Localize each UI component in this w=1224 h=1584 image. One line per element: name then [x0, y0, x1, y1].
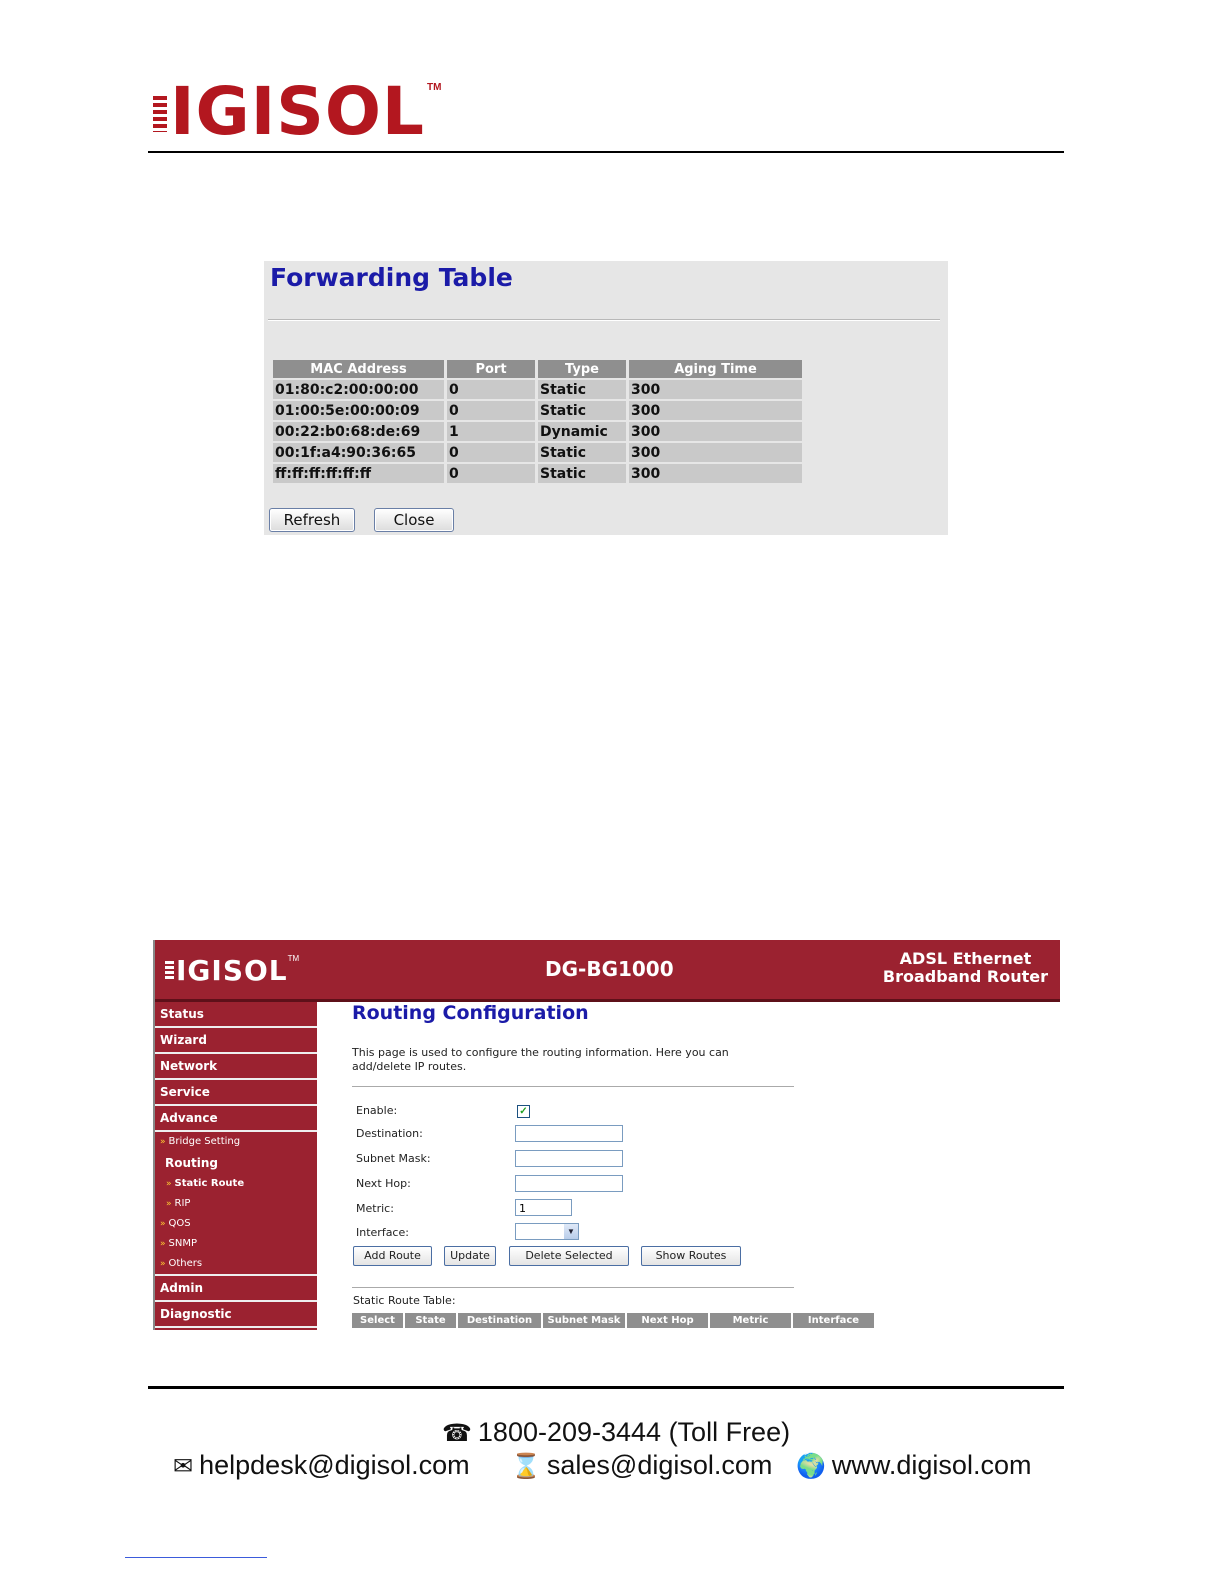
mac-cell: 00:22:b0:68:de:69 [273, 422, 444, 441]
sidebar-item-advance[interactable]: Advance [155, 1106, 317, 1132]
aging-cell: 300 [629, 401, 802, 420]
table-row [273, 380, 802, 399]
router-header-bar [155, 940, 1060, 1002]
show-routes-button[interactable]: Show Routes [641, 1246, 741, 1266]
column-header-state: State [405, 1313, 456, 1328]
interface-label: Interface: [356, 1226, 409, 1239]
globe-icon: 🌍 [796, 1453, 826, 1480]
port-cell: 0 [447, 464, 535, 483]
type-cell: Static [538, 401, 626, 420]
phone-icon: ☎ [442, 1420, 472, 1447]
digisol-logo [153, 73, 442, 150]
sidebar-item-wizard[interactable]: Wizard [155, 1028, 317, 1054]
chevron-down-icon[interactable]: ▼ [564, 1224, 578, 1239]
refresh-button[interactable]: Refresh [269, 508, 355, 532]
sidebar-item-diagnostic[interactable]: Diagnostic [155, 1302, 317, 1328]
forwarding-table [270, 358, 805, 485]
mail-icon: ✉ [173, 1453, 194, 1480]
sidebar-item-routing[interactable]: Routing [165, 1156, 219, 1170]
port-cell: 0 [447, 443, 535, 462]
model-name: DG-BG1000 [545, 957, 674, 981]
port-cell: 0 [447, 380, 535, 399]
sidebar-item-snmp[interactable]: » SNMP [160, 1238, 198, 1249]
type-cell: Static [538, 443, 626, 462]
helpdesk-contact [173, 1450, 470, 1481]
website-link[interactable]: www.digisol.com [831, 1450, 1032, 1480]
table-row [273, 464, 802, 483]
forwarding-table-title: Forwarding Table [270, 263, 513, 292]
mac-cell: 01:00:5e:00:00:09 [273, 401, 444, 420]
type-cell: Static [538, 464, 626, 483]
next-hop-input[interactable] [515, 1175, 623, 1192]
column-header-aging: Aging Time [629, 360, 802, 378]
type-cell: Dynamic [538, 422, 626, 441]
page-title: Routing Configuration [352, 1002, 589, 1024]
sidebar-item-qos[interactable]: » QOS [160, 1218, 191, 1229]
sidebar-item-status[interactable]: Status [155, 1002, 317, 1028]
website-contact [796, 1450, 1031, 1481]
logo-tm: TM [426, 82, 442, 93]
port-cell: 1 [447, 422, 535, 441]
subnet-mask-label: Subnet Mask: [356, 1152, 431, 1165]
mac-cell: 00:1f:a4:90:36:65 [273, 443, 444, 462]
close-button[interactable]: Close [374, 508, 454, 532]
chevron-right-icon: » [160, 1239, 166, 1249]
phone-contact [442, 1417, 790, 1448]
destination-label: Destination: [356, 1127, 423, 1140]
column-header-interface: Interface [793, 1313, 874, 1328]
aging-cell: 300 [629, 443, 802, 462]
next-hop-label: Next Hop: [356, 1177, 411, 1190]
table-row [273, 443, 802, 462]
sidebar-item-rip[interactable]: » RIP [166, 1198, 191, 1209]
static-route-table-header [352, 1313, 874, 1328]
sidebar [155, 1002, 317, 1330]
hourglass-icon: ⌛ [511, 1453, 541, 1480]
subnet-mask-input[interactable] [515, 1150, 623, 1167]
footer-divider [148, 1386, 1064, 1389]
aging-cell: 300 [629, 422, 802, 441]
sidebar-item-static-route[interactable]: » Static Route [166, 1178, 245, 1189]
port-cell: 0 [447, 401, 535, 420]
update-button[interactable]: Update [444, 1246, 496, 1266]
phone-number: 1800-209-3444 (Toll Free) [477, 1417, 791, 1447]
helpdesk-email[interactable]: helpdesk@digisol.com [199, 1450, 470, 1480]
chevron-right-icon: » [160, 1137, 166, 1147]
column-header-subnet-mask: Subnet Mask [543, 1313, 625, 1328]
product-line-1: ADSL Ethernet [899, 949, 1032, 968]
form-divider-top [352, 1086, 794, 1087]
column-header-select: Select [352, 1313, 403, 1328]
column-header-metric: Metric [710, 1313, 791, 1328]
forwarding-table-divider [268, 319, 940, 321]
delete-selected-button[interactable]: Delete Selected [509, 1246, 629, 1266]
router-logo-stripes [165, 961, 174, 981]
column-header-next-hop: Next Hop [627, 1313, 708, 1328]
column-header-mac: MAC Address [273, 360, 444, 378]
table-row [273, 422, 802, 441]
aging-cell: 300 [629, 464, 802, 483]
logo-stripes [153, 96, 167, 132]
enable-checkbox[interactable]: ✓ [517, 1105, 530, 1118]
forwarding-table-header-row [273, 360, 802, 378]
type-cell: Static [538, 380, 626, 399]
form-divider-bottom [352, 1287, 794, 1288]
interface-select[interactable] [515, 1223, 579, 1240]
sidebar-item-others[interactable]: » Others [155, 1254, 317, 1276]
footnote-separator [125, 1557, 267, 1558]
aging-cell: 300 [629, 380, 802, 399]
page-description: This page is used to configure the routing information. Here you can add/delete IP routes. [352, 1046, 729, 1073]
sidebar-item-bridge-setting[interactable]: » Bridge Setting [160, 1136, 241, 1147]
metric-label: Metric: [356, 1202, 394, 1215]
router-logo-text: IGISOL [176, 954, 288, 987]
static-route-table-label: Static Route Table: [353, 1294, 456, 1307]
forwarding-table-panel [264, 261, 948, 535]
product-line-2: Broadband Router [882, 967, 1048, 986]
header-divider [148, 151, 1064, 153]
sales-email[interactable]: sales@digisol.com [546, 1450, 773, 1480]
routing-config-screenshot [153, 940, 1060, 1330]
router-logo [165, 954, 299, 987]
router-logo-tm: TM [287, 954, 300, 963]
sales-contact [511, 1450, 772, 1481]
destination-input[interactable] [515, 1125, 623, 1142]
chevron-right-icon: » [160, 1259, 166, 1269]
sidebar-item-network[interactable]: Network [155, 1054, 317, 1080]
table-row [273, 401, 802, 420]
column-header-port: Port [447, 360, 535, 378]
column-header-type: Type [538, 360, 626, 378]
sidebar-item-service[interactable]: Service [155, 1080, 317, 1106]
metric-input[interactable]: 1 [515, 1199, 572, 1216]
column-header-destination: Destination [458, 1313, 541, 1328]
product-name [883, 950, 1048, 986]
sidebar-item-admin[interactable]: Admin [155, 1276, 317, 1302]
logo-text: IGISOL [170, 73, 425, 150]
add-route-button[interactable]: Add Route [353, 1246, 432, 1266]
mac-cell: ff:ff:ff:ff:ff:ff [273, 464, 444, 483]
chevron-right-icon: » [166, 1179, 172, 1189]
mac-cell: 01:80:c2:00:00:00 [273, 380, 444, 399]
chevron-right-icon: » [166, 1199, 172, 1209]
enable-label: Enable: [356, 1104, 398, 1117]
chevron-right-icon: » [160, 1219, 166, 1229]
